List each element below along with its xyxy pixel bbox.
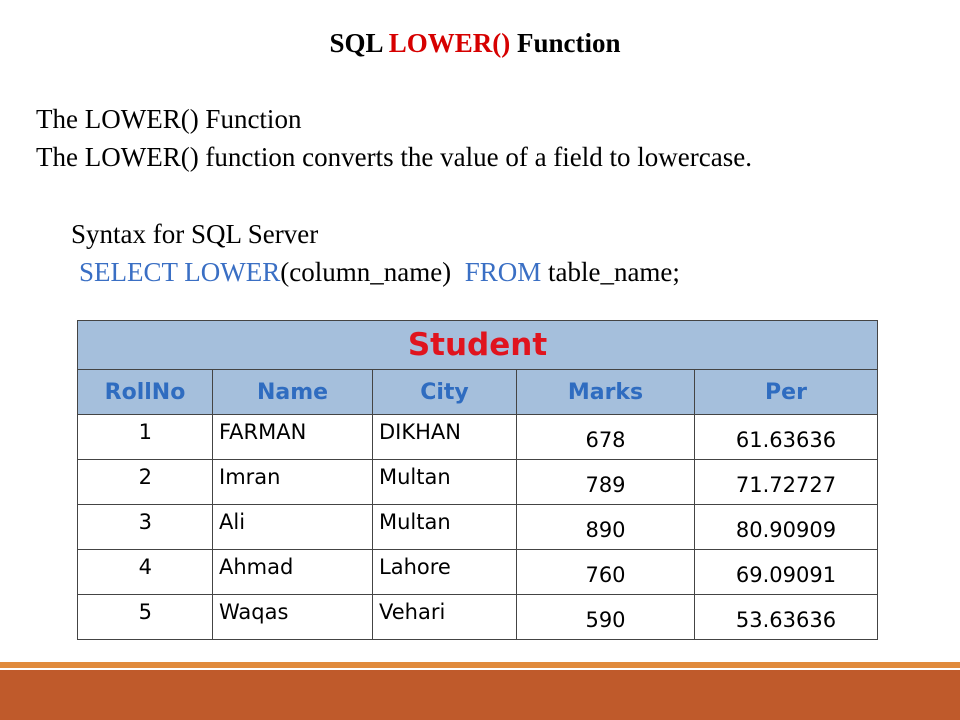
cell-per: 61.63636 bbox=[695, 415, 878, 460]
cell-name: Ahmad bbox=[213, 550, 373, 595]
cell-city: DIKHAN bbox=[373, 415, 517, 460]
header-rollno: RollNo bbox=[78, 370, 213, 415]
cell-rollno: 2 bbox=[78, 460, 213, 505]
footer-bar bbox=[0, 670, 960, 720]
table-caption: Student bbox=[78, 321, 878, 370]
title-suffix: Function bbox=[510, 28, 621, 58]
table-row bbox=[78, 550, 878, 595]
title-function-name: LOWER() bbox=[388, 28, 511, 58]
table-caption-row bbox=[78, 321, 878, 370]
cell-marks: 789 bbox=[517, 460, 695, 505]
cell-name: Imran bbox=[213, 460, 373, 505]
syntax-select-keyword: SELECT LOWER bbox=[79, 257, 281, 287]
syntax-code bbox=[79, 255, 680, 289]
header-city: City bbox=[373, 370, 517, 415]
cell-city: Lahore bbox=[373, 550, 517, 595]
table-header-row bbox=[78, 370, 878, 415]
header-marks: Marks bbox=[517, 370, 695, 415]
table-row bbox=[78, 415, 878, 460]
cell-marks: 590 bbox=[517, 595, 695, 640]
cell-per: 80.90909 bbox=[695, 505, 878, 550]
cell-name: Ali bbox=[213, 505, 373, 550]
title-prefix: SQL bbox=[329, 28, 389, 58]
table-row bbox=[78, 595, 878, 640]
header-per: Per bbox=[695, 370, 878, 415]
cell-marks: 890 bbox=[517, 505, 695, 550]
cell-rollno: 3 bbox=[78, 505, 213, 550]
cell-marks: 760 bbox=[517, 550, 695, 595]
footer-accent-stripe bbox=[0, 662, 960, 668]
header-name: Name bbox=[213, 370, 373, 415]
syntax-table: table_name; bbox=[541, 257, 680, 287]
cell-rollno: 4 bbox=[78, 550, 213, 595]
section-heading: The LOWER() Function bbox=[36, 104, 302, 134]
syntax-from-keyword: FROM bbox=[464, 257, 542, 287]
syntax-args: (column_name) bbox=[280, 257, 452, 287]
cell-rollno: 1 bbox=[78, 415, 213, 460]
cell-name: FARMAN bbox=[213, 415, 373, 460]
cell-per: 71.72727 bbox=[695, 460, 878, 505]
cell-name: Waqas bbox=[213, 595, 373, 640]
slide-title bbox=[0, 26, 950, 60]
syntax-heading: Syntax for SQL Server bbox=[71, 219, 319, 249]
cell-city: Vehari bbox=[373, 595, 517, 640]
table-row bbox=[78, 505, 878, 550]
cell-city: Multan bbox=[373, 460, 517, 505]
cell-marks: 678 bbox=[517, 415, 695, 460]
student-table bbox=[77, 320, 878, 640]
cell-per: 69.09091 bbox=[695, 550, 878, 595]
cell-city: Multan bbox=[373, 505, 517, 550]
description-text: The LOWER() function converts the value of a field to lowercase. bbox=[36, 142, 752, 172]
cell-rollno: 5 bbox=[78, 595, 213, 640]
table-row bbox=[78, 460, 878, 505]
cell-per: 53.63636 bbox=[695, 595, 878, 640]
